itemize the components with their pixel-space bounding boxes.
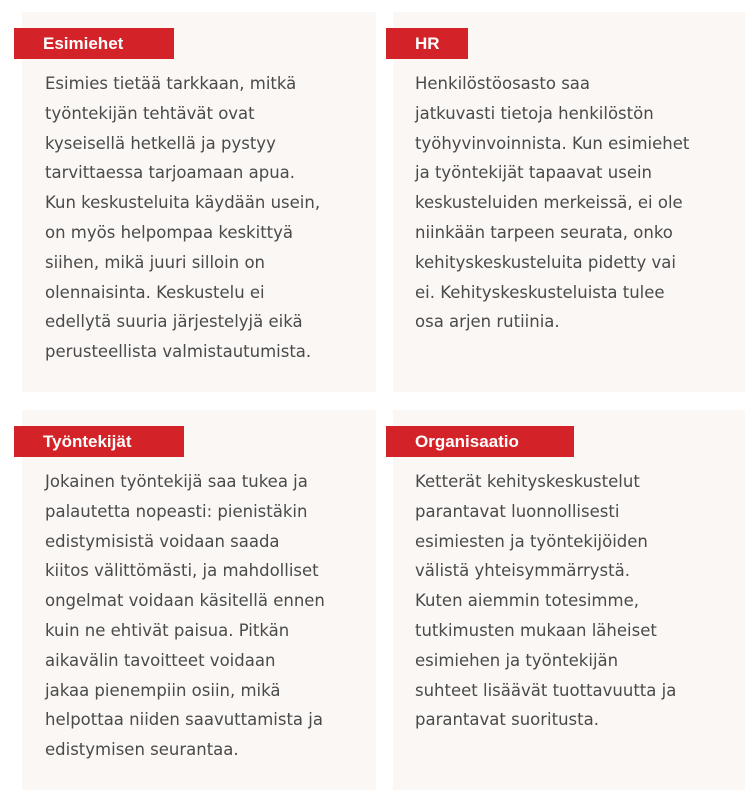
text-line: välistä yhteisymmärrystä. (415, 561, 630, 581)
text-line: ei. Kehityskeskusteluista tulee (415, 282, 665, 302)
text-line: työhyvinvoinnista. Kun esimiehet (415, 133, 690, 153)
text-line: kuin ne ehtivät paisua. Pitkän (45, 620, 290, 640)
text-line: ongelmat voidaan käsitellä ennen (45, 591, 325, 611)
card-body-hr (415, 69, 689, 337)
text-line: niinkään tarpeen seurata, onko (415, 222, 673, 242)
text-line: jatkuvasti tietoja henkilöstön (415, 103, 654, 123)
text-line: keskusteluiden merkeissä, ei ole (415, 193, 683, 213)
card-title-hr: HR (386, 28, 468, 59)
text-line: Jokainen työntekijä saa tukea ja (45, 472, 308, 491)
text-line: on myös helpompaa keskittyä (45, 222, 294, 242)
text-line: Kuten aiemmin totesimme, (415, 591, 639, 611)
text-line: palautetta nopeasti: pienistäkin (45, 501, 308, 521)
text-line: esimiesten ja työntekijöiden (415, 531, 648, 551)
text-line: työntekijän tehtävät ovat (45, 103, 255, 123)
text-line: tutkimusten mukaan läheiset (415, 620, 657, 640)
text-line: Ketterät kehityskeskustelut (415, 472, 640, 491)
text-line: edistymisen seurantaa. (45, 740, 239, 760)
text-line: helpottaa niiden saavuttamista ja (45, 710, 323, 730)
text-line: Henkilöstöosasto saa (415, 74, 591, 93)
text-line: ja työntekijät tapaavat usein (415, 163, 653, 183)
text-line: Kun keskusteluita käydään usein, (45, 193, 321, 213)
card-title-tyontekijat: Työntekijät (14, 426, 184, 457)
card-body-esimiehet (45, 69, 320, 367)
text-line: parantavat luonnollisesti (415, 501, 620, 521)
text-line: tarvittaessa tarjoamaan apua. (45, 163, 296, 183)
text-line: olennaisinta. Keskustelu ei (45, 282, 265, 302)
text-line: Esimies tietää tarkkaan, mitkä (45, 74, 297, 93)
card-title-esimiehet: Esimiehet (14, 28, 174, 59)
text-line: jakaa pienempiin osiin, mikä (45, 680, 281, 700)
card-body-tyontekijat (45, 467, 325, 765)
text-line: osa arjen rutiinia. (415, 312, 560, 332)
text-line: kehityskeskusteluita pidetty vai (415, 252, 676, 272)
text-line: perusteellista valmistautumista. (45, 342, 312, 362)
text-line: esimiehen ja työntekijän (415, 650, 619, 670)
text-line: kyseisellä hetkellä ja pystyy (45, 133, 276, 153)
text-line: kiitos välittömästi, ja mahdolliset (45, 561, 319, 581)
text-line: siihen, mikä juuri silloin on (45, 252, 265, 272)
text-line: parantavat suoritusta. (415, 710, 599, 730)
text-line: edistymisistä voidaan saada (45, 531, 280, 551)
text-line: suhteet lisäävät tuottavuutta ja (415, 680, 677, 700)
text-line: aikavälin tavoitteet voidaan (45, 650, 276, 670)
text-line: edellytä suuria järjestelyjä eikä (45, 312, 303, 332)
card-title-organisaatio: Organisaatio (386, 426, 574, 457)
card-body-organisaatio (415, 467, 676, 735)
